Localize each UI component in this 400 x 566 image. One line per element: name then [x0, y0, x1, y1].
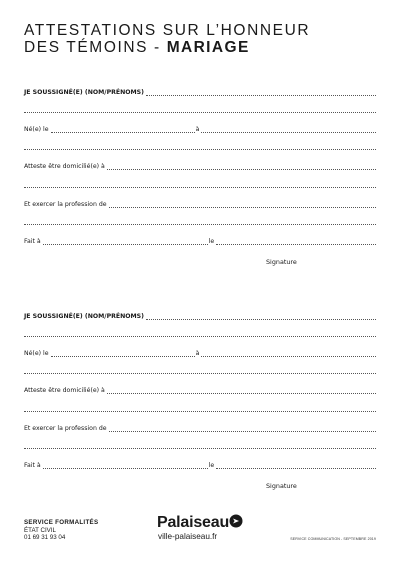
continuation-line[interactable] [24, 411, 376, 412]
le-label: le [208, 462, 215, 469]
profession-label: Et exercer la profession de [24, 425, 107, 432]
continuation-line[interactable] [24, 149, 376, 150]
domicile-field[interactable] [24, 162, 376, 172]
continuation-line[interactable] [24, 187, 376, 188]
profession-line[interactable] [109, 206, 376, 208]
domicile-field[interactable] [24, 386, 376, 396]
soussigne-field[interactable] [24, 312, 376, 322]
ne-label: Né(e) le [24, 350, 49, 357]
fait-place-line[interactable] [43, 467, 208, 469]
profession-field[interactable] [24, 424, 376, 434]
service-name: SERVICE FORMALITÉS [24, 519, 99, 526]
soussigne-label: JE SOUSSIGNÉ(E) (NOM/PRÉNOMS) [24, 89, 144, 96]
arrow-circle-icon [229, 514, 243, 528]
fait-label: Fait à [24, 238, 41, 245]
birth-place-line[interactable] [201, 131, 376, 133]
service-contact [24, 519, 98, 542]
le-label: le [208, 238, 215, 245]
domicile-line[interactable] [107, 392, 376, 394]
title-bold: MARIAGE [166, 39, 250, 56]
logo-url: ville-palaiseau.fr [158, 532, 218, 541]
signature-label: Signature [266, 482, 297, 490]
profession-field[interactable] [24, 200, 376, 210]
continuation-line[interactable] [24, 448, 376, 449]
soussigne-line[interactable] [146, 94, 376, 96]
continuation-line[interactable] [24, 112, 376, 113]
title-prefix: DES TÉMOINS - [24, 39, 167, 56]
continuation-line[interactable] [24, 373, 376, 374]
profession-line[interactable] [109, 430, 376, 432]
continuation-line[interactable] [24, 224, 376, 225]
fait-date-line[interactable] [216, 243, 376, 245]
domicile-line[interactable] [107, 168, 376, 170]
profession-label: Et exercer la profession de [24, 201, 107, 208]
birth-field[interactable] [24, 125, 376, 135]
service-phone: 01 69 31 93 04 [24, 534, 66, 542]
credit-text: SERVICE COMMUNICATION - SEPTEMBRE 2019 [290, 537, 376, 541]
fait-field[interactable] [24, 237, 376, 247]
title-line-1: ATTESTATIONS SUR L’HONNEUR [24, 22, 311, 39]
logo-name: Palaiseau [157, 514, 230, 531]
fait-field[interactable] [24, 461, 376, 471]
soussigne-label: JE SOUSSIGNÉ(E) (NOM/PRÉNOMS) [24, 313, 144, 320]
fait-date-line[interactable] [216, 467, 376, 469]
page-title [24, 22, 310, 56]
domicile-label: Atteste être domicilié(e) à [24, 163, 105, 170]
service-subtitle: ÉTAT CIVIL [24, 526, 56, 534]
birth-date-line[interactable] [51, 355, 195, 357]
palaiseau-logo [157, 514, 247, 548]
soussigne-line[interactable] [146, 318, 376, 320]
fait-label: Fait à [24, 462, 41, 469]
continuation-line[interactable] [24, 336, 376, 337]
ne-label: Né(e) le [24, 126, 49, 133]
a-label: à [195, 126, 200, 133]
signature-label: Signature [266, 258, 297, 266]
title-line-2 [24, 39, 310, 56]
birth-field[interactable] [24, 349, 376, 359]
birth-date-line[interactable] [51, 131, 195, 133]
fait-place-line[interactable] [43, 243, 208, 245]
domicile-label: Atteste être domicilié(e) à [24, 387, 105, 394]
a-label: à [195, 350, 200, 357]
soussigne-field[interactable] [24, 88, 376, 98]
birth-place-line[interactable] [201, 355, 376, 357]
